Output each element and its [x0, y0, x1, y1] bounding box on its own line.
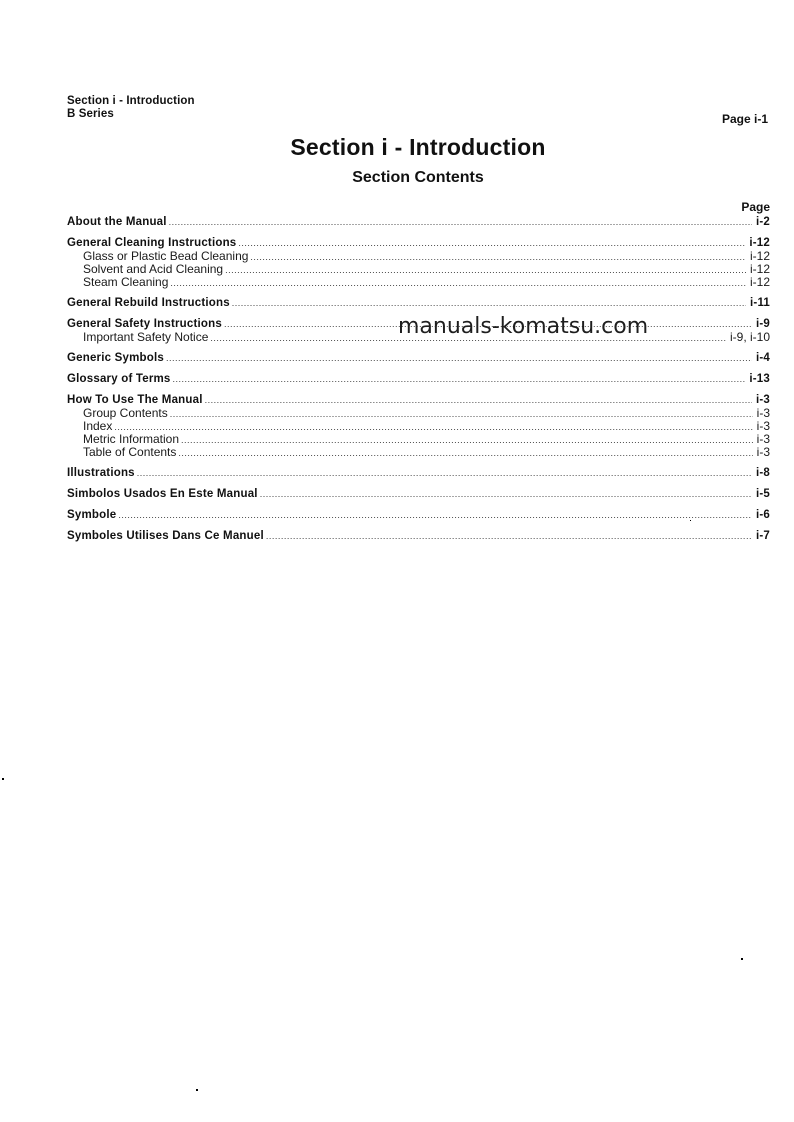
dot-leader [178, 447, 752, 460]
watermark: manuals-komatsu.com [398, 314, 649, 339]
toc-entry-label: Index [83, 419, 113, 433]
toc-entry-label: Symboles Utilises Dans Ce Manuel [67, 530, 264, 542]
toc-entry-label: About the Manual [67, 216, 167, 228]
scan-speck [741, 958, 743, 960]
dot-leader [118, 509, 752, 522]
toc-entry-label: Group Contents [83, 406, 168, 420]
running-head-section: Section i - Introduction [67, 95, 195, 107]
toc-entry-page: i-3 [756, 432, 770, 446]
toc-entry-label: Solvent and Acid Cleaning [83, 262, 224, 276]
toc-entry-label: General Rebuild Instructions [67, 297, 230, 309]
toc-entry-label: Illustrations [67, 467, 135, 479]
toc-entry[interactable] [67, 488, 770, 501]
toc-subentry[interactable] [67, 446, 770, 459]
scan-speck [196, 1089, 198, 1091]
scan-speck [2, 778, 4, 780]
toc-entry-page: i-3 [756, 445, 770, 459]
toc-subentry[interactable] [67, 407, 770, 420]
toc-entry-page: i-13 [749, 373, 770, 385]
toc-entry-label: Table of Contents [83, 445, 177, 459]
toc-entry[interactable] [67, 297, 770, 310]
toc-entry-page: i-6 [755, 509, 770, 521]
toc-entry-page: i-12 [749, 249, 770, 263]
dot-leader [232, 297, 746, 310]
toc-entry[interactable] [67, 509, 770, 522]
toc-entry-page: i-2 [755, 216, 770, 228]
toc-entry[interactable] [67, 394, 770, 407]
toc-entry[interactable] [67, 467, 770, 480]
toc-entry-page: i-8 [755, 467, 770, 479]
running-head-series: B Series [67, 108, 114, 120]
dot-leader [260, 488, 752, 501]
toc-entry[interactable] [67, 216, 770, 229]
toc-entry-label: General Safety Instructions [67, 318, 222, 330]
toc-entry-page: i-3 [756, 419, 770, 433]
toc-entry-label: Metric Information [83, 432, 180, 446]
dot-leader [181, 434, 753, 447]
toc-entry-page: i-5 [755, 488, 770, 500]
dot-leader [114, 421, 752, 434]
toc-entry-page: i-3 [755, 394, 770, 406]
page-subtitle: Section Contents [352, 169, 484, 186]
table-of-contents [67, 216, 770, 543]
dot-leader [205, 394, 752, 407]
toc-entry[interactable] [67, 352, 770, 365]
toc-entry-label: Simbolos Usados En Este Manual [67, 488, 258, 500]
page-number: Page i-1 [721, 112, 768, 126]
dot-leader [225, 264, 746, 277]
toc-entry-label: Steam Cleaning [83, 275, 169, 289]
dot-leader [170, 408, 753, 421]
toc-entry-label: General Cleaning Instructions [67, 237, 237, 249]
dot-leader [166, 352, 752, 365]
toc-entry-page: i-7 [755, 530, 770, 542]
page-column-header: Page [741, 200, 770, 214]
toc-entry-page: i-9 [755, 318, 770, 330]
page-title: Section i - Introduction [290, 134, 546, 160]
toc-entry-page: i-12 [749, 275, 770, 289]
toc-subentry[interactable] [67, 263, 770, 276]
toc-entry[interactable] [67, 373, 770, 386]
toc-entry-page: i-11 [750, 297, 770, 309]
toc-entry-label: Generic Symbols [67, 352, 164, 364]
dot-leader [170, 277, 746, 290]
toc-entry-label: How To Use The Manual [67, 394, 203, 406]
running-head [67, 95, 195, 121]
toc-entry-page: i-12 [749, 262, 770, 276]
dot-leader [169, 216, 752, 229]
toc-entry-label: Important Safety Notice [83, 330, 209, 344]
toc-entry-page: i-9, i-10 [729, 330, 770, 344]
dot-leader [238, 237, 745, 250]
dot-leader [137, 467, 752, 480]
toc-entry-page: i-4 [755, 352, 770, 364]
toc-entry-label: Glass or Plastic Bead Cleaning [83, 249, 249, 263]
toc-entry-page: i-3 [756, 406, 770, 420]
dot-leader [266, 530, 752, 543]
dot-leader [173, 373, 746, 386]
dot-leader [250, 251, 746, 264]
toc-subentry[interactable] [67, 276, 770, 289]
scan-speck [690, 520, 691, 521]
toc-entry-page: i-12 [749, 237, 770, 249]
toc-entry-label: Symbole [67, 509, 117, 521]
toc-entry[interactable] [67, 530, 770, 543]
toc-entry-label: Glossary of Terms [67, 373, 171, 385]
